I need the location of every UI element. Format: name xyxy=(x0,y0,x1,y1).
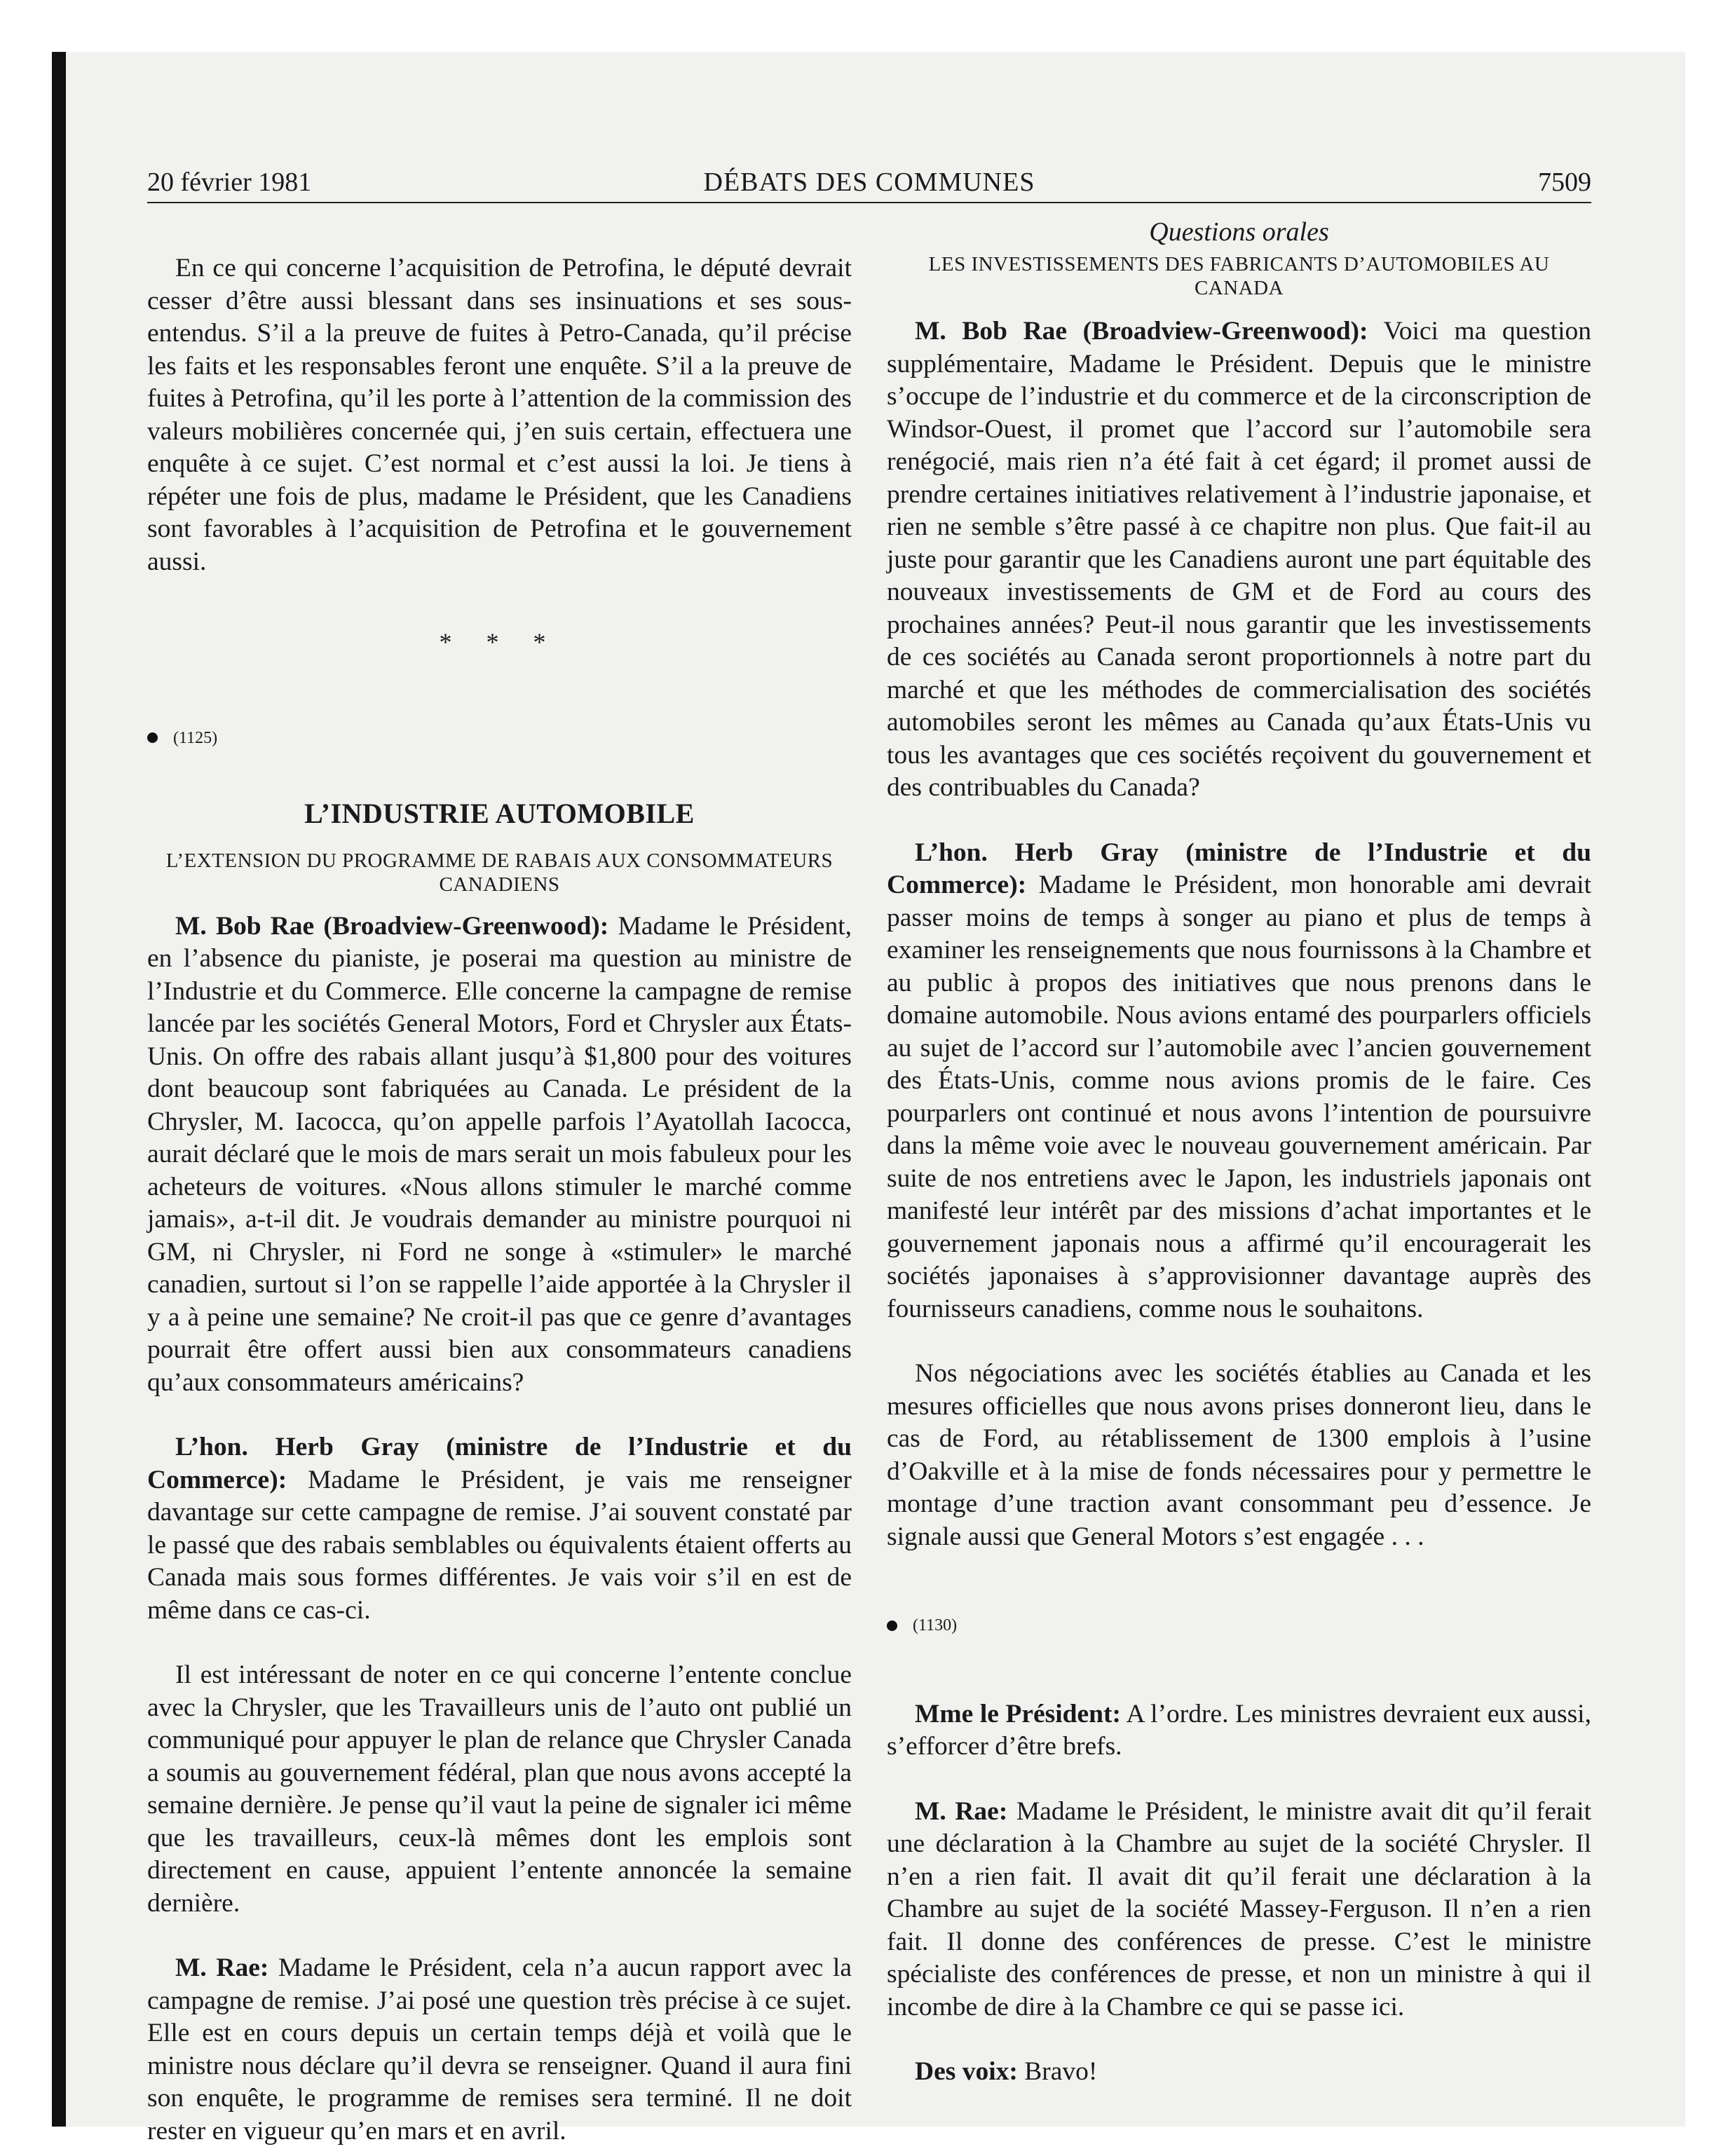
header-title: DÉBATS DES COMMUNES xyxy=(703,168,1035,197)
time-marker-label: (1125) xyxy=(173,728,218,747)
speech-text: A l’ordre. Les ministres devraient eux aussi, s’efforcer d’être brefs. xyxy=(887,1699,1591,1761)
paragraph-negotiations: Nos négociations avec les sociétés établies au Canada et les mesures officielles que nous avons prises donneront lieu, dans le cas de Ford, au rétablissement de 1300 emplois à l’usine d’Oakville et à la mise de fonds nécessaires pour y permettre le montage d’une traction avant consommant peu d’essence. Je signale aussi que General Motors s’est engagée . . . xyxy=(887,1359,1591,1551)
speech-rae-4 xyxy=(887,1796,1591,2024)
header-date: 20 février 1981 xyxy=(147,168,312,197)
speech-text: Madame le Président, je vais me renseigner davantage sur cette campagne de remise. J’ai souvent constaté par le passé que des rabais semblables ou équivalents étaient offerts au Canada mais sous formes différentes. Je vais voir s’il en est de même dans ce cas-ci. xyxy=(147,1465,852,1625)
scan-edge-bar xyxy=(52,52,66,2127)
page xyxy=(147,163,1592,2145)
speech-text: Voici ma question supplémentaire, Madame le Président. Depuis que le ministre s’occupe de l’industrie et du commerce et de la circonscription de Windsor-Ouest, il promet que l’accord sur l’automobile sera renégocié, mais rien n’a été fait à cet égard; il promet aussi de prendre certaines initiatives relativement à l’industrie japonaise, et rien ne semble s’être passé à ce chapitre non plus. Que fait-il au juste pour garantir que les Canadiens auront une part équitable des nouveaux investissements de GM et de Ford au cours des prochaines années? Peut-il nous garantir que les investissements de ces sociétés au Canada seront proportionnels à notre part du marché et que les méthodes de commercialisation des sociétés automobiles seront les mêmes au Canada qu’aux États-Unis vu tous les avantages que ces sociétés reçoivent du gouvernement et des contribuables du Canada? xyxy=(887,317,1591,802)
speech-gray-1 xyxy=(147,1431,852,1627)
paragraph-chrysler: Il est intéressant de noter en ce qui concerne l’entente conclue avec la Chrysler, que les Travailleurs unis de l’auto ont publié un communiqué pour appuyer le plan de relance que Chrysler Canada a soumis au gouvernement fédéral, plan que nous avons accepté la semaine dernière. Je pense qu’il vaut la peine de signaler ici même que les travailleurs, ceux-là mêmes dont les emplois sont directement en cause, appuient l’entente annoncée la semaine dernière. xyxy=(147,1660,852,1918)
speaker-name: M. Rae: xyxy=(175,1953,269,1982)
bullet-icon xyxy=(147,732,158,743)
speech-gray-2 xyxy=(887,837,1591,1326)
speech-rae-1 xyxy=(147,910,852,1400)
speech-speaker-order xyxy=(887,1698,1591,1763)
left-column xyxy=(147,216,852,2148)
time-marker-label: (1130) xyxy=(913,1616,958,1635)
running-header xyxy=(147,163,1591,203)
section-subheading: LES INVESTISSEMENTS DES FABRICANTS D’AUTOMOBILES AU CANADA xyxy=(928,253,1550,299)
speech-text: Madame le Président, mon honorable ami devrait passer moins de temps à songer au piano et plus de temps à examiner les renseignements que nous fournissons à la Chambre et au public à propos des initiatives que nous prenons dans le domaine automobile. Nous avions entamé des pourparlers officiels au sujet de l’accord sur l’automobile avec l’ancien gouvernement des États-Unis, comme nous avions promis de le faire. Ces pourparlers ont continué et nous avons l’intention de poursuivre dans la même voie avec le nouveau gouvernement américain. Par suite de nos entretiens avec le Japon, les industriels japonais ont manifesté leur intérêt par des missions d’achat importantes et le gouvernement japonais nous a affirmé qu’il encouragerait les sociétés japonaises à s’approvisionner davantage auprès des fournisseurs canadiens, comme nous le souhaitons. xyxy=(887,871,1592,1323)
speech-text: Madame le Président, cela n’a aucun rapport avec la campagne de remise. J’ai posé une question très précise à ce sujet. Elle est en cours depuis un certain temps déjà et voilà que le ministre nous déclare qu’il devra se renseigner. Quand il aura fini son enquête, le programme de remises sera terminé. Il ne doit rester en vigueur qu’en mars et en avril. xyxy=(147,1953,852,2145)
bullet-icon xyxy=(887,1621,897,1631)
right-column xyxy=(887,216,1591,2089)
speech-text: Madame le Président, le ministre avait dit qu’il ferait une déclaration à la Chambre au sujet de la société Chrysler. Il n’en a rien fait. Il avait dit qu’il ferait une déclaration à la Chambre au sujet de la société Massey-Ferguson. Il n’en a rien fait. Il donne des conférences de presse. C’est le ministre spécialiste des conférences de presse, et non un ministre à qui il incombe de dire à la Chambre ce qui se passe ici. xyxy=(887,1796,1592,2021)
speaker-name: M. Bob Rae (Broadview-Greenwood): xyxy=(175,911,609,941)
header-page-number: 7509 xyxy=(1538,168,1591,197)
speaker-name: M. Bob Rae (Broadview-Greenwood): xyxy=(915,317,1368,346)
speech-rae-3 xyxy=(887,315,1591,805)
speaker-name: Des voix: xyxy=(915,2057,1018,2086)
speaker-name: M. Rae: xyxy=(915,1796,1008,1826)
speaker-name: L’hon. Herb Gray (ministre de l’Industrie et du Commerce): xyxy=(887,838,1591,899)
paragraph-petrofina: En ce qui concerne l’acquisition de Petrofina, le député devrait cesser d’être aussi blessant dans ses insinuations et ses sous-entendus. S’il a la preuve de fuites à Petro-Canada, qu’il précise les faits et les responsables feront une enquête. S’il a la preuve de fuites à Petrofina, qu’il les porte à l’attention de la commission des valeurs mobilières concernée qui, j’en suis certain, effectuera une enquête à ce sujet. C’est normal et c’est aussi la loi. Je tiens à répéter une fois de plus, madame le Président, que les Canadiens sont favorables à l’acquisition de Petrofina et le gouvernement aussi. xyxy=(147,254,852,576)
time-marker-1125 xyxy=(147,722,852,755)
time-marker-1130 xyxy=(887,1609,1591,1642)
section-separator: * * * xyxy=(439,628,560,656)
speaker-name: L’hon. Herb Gray (ministre de l’Industrie et du Commerce): xyxy=(147,1433,852,1494)
rubric-title: Questions orales xyxy=(1149,217,1329,247)
speech-rae-2 xyxy=(147,1952,852,2148)
speech-text: Bravo! xyxy=(1024,2057,1098,2086)
speaker-name: Mme le Président: xyxy=(915,1699,1122,1728)
speech-voices xyxy=(887,2056,1591,2089)
speech-text: Madame le Président, en l’absence du pianiste, je poserai ma question au ministre de l’Industrie et du Commerce. Elle concerne la campagne de remise lancée par les sociétés General Motors, Ford et Chrysler aux États-Unis. On offre des rabais allant jusqu’à $1,800 pour des voitures dont beaucoup sont fabriquées au Canada. Le président de la Chrysler, M. Iacocca, qu’on appelle parfois l’Ayatollah Iacocca, aurait déclaré que le mois de mars serait un mois fabuleux pour les acheteurs de voitures. «Nous allons stimuler le marché comme jamais», a-t-il dit. Je voudrais demander au ministre pourquoi ni GM, ni Chrysler, ni Ford ne songe à «stimuler» le marché canadien, surtout si l’on se rappelle l’aide apportée à la Chrysler il y a à peine une semaine? Ne croit-il pas que ce genre d’avantages pourrait être offert aussi bien aux consommateurs canadiens qu’aux consommateurs américains? xyxy=(147,911,852,1397)
section-heading: L’INDUSTRIE AUTOMOBILE xyxy=(304,798,695,829)
section-subheading: L’EXTENSION DU PROGRAMME DE RABAIS AUX CONSOMMATEURS CANADIENS xyxy=(165,849,834,896)
